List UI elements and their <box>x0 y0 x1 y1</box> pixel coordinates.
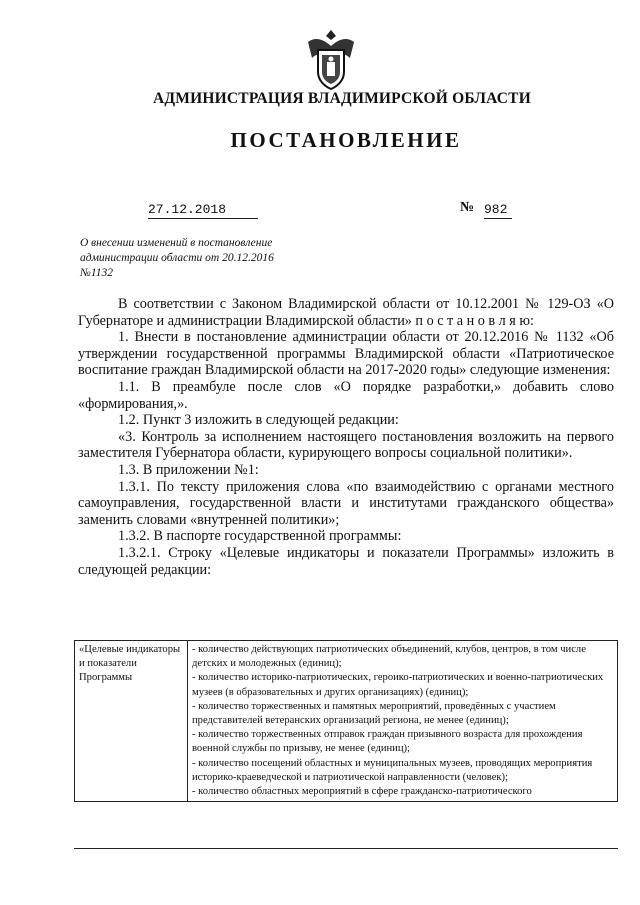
list-item: - количество историко-патриотических, героико-патриотических и военно-патриотических музеев (в образовательных и других организациях) (единиц); <box>192 672 604 698</box>
subject-block <box>80 236 320 281</box>
list-item: - количество действующих патриотических объединений, клубов, центров, в том числе детских и молодежных (единиц); <box>192 644 586 670</box>
paragraph: 1.1. В преамбуле после слов «О порядке разработки,» добавить слово «формирования,». <box>78 378 614 412</box>
paragraph: 1.3.1. По тексту приложения слова «по взаимодействию с органами местного самоуправления, государственной власти и институтами гражданского общества» заменить словами «внутренней политики»; <box>78 478 614 528</box>
paragraph: «3. Контроль за исполнением настоящего постановления возложить на первого заместителя Губернатора области, курирующего вопросы социальной политики». <box>78 428 614 462</box>
subject-line: №1132 <box>80 267 113 279</box>
list-item: - количество торжественных и памятных мероприятий, проведённых с участием представителей ветеранских организаций региона, не менее (единиц); <box>192 700 556 727</box>
paragraph: 1. Внести в постановление администрации области от 20.12.2016 № 1132 «Об утверждении государственной программы Владимирской области «Патриотическое воспитание граждан Владимирской области на 2017-2020 годы» следующие изменения: <box>78 329 614 379</box>
table-row <box>75 641 618 802</box>
list-item: - количество посещений областных и муниципальных музеев, проводящих мероприятия историко-краеведческой и патриотической направленности (человек); <box>192 757 593 783</box>
document-type: ПОСТАНОВЛЕНИЕ <box>230 128 462 152</box>
indicator-list <box>188 641 618 802</box>
document-number: 982 <box>484 202 512 219</box>
number-label: № <box>460 200 475 215</box>
document-body <box>78 296 614 578</box>
subject-line: администрации области от 20.12.2016 <box>80 252 274 264</box>
paragraph: 1.3. В приложении №1: <box>118 461 259 478</box>
document-date: 27.12.2018 <box>148 202 258 219</box>
paragraph: 1.3.2.1. Строку «Целевые индикаторы и показатели Программы» изложить в следующей редакции: <box>78 544 614 578</box>
subject-line: О внесении изменений в постановление <box>80 237 273 249</box>
org-name: АДМИНИСТРАЦИЯ ВЛАДИМИРСКОЙ ОБЛАСТИ <box>153 90 531 107</box>
paragraph: 1.2. Пункт 3 изложить в следующей редакции: <box>118 412 399 429</box>
paragraph: В соответствии с Законом Владимирской области от 10.12.2001 № 129-ОЗ «О Губернаторе и администрации Владимирской области» п о с т а н о в л я ю: <box>78 296 614 329</box>
paragraph: 1.3.2. В паспорте государственной программы: <box>118 528 402 545</box>
indicators-table <box>74 640 618 802</box>
table-bottom-border <box>74 848 618 849</box>
list-item: - количество областных мероприятий в сфере гражданско-патриотического <box>192 786 532 798</box>
row-label: «Целевые индикаторы и показатели Программы <box>75 641 188 802</box>
list-item: - количество торжественных отправок граждан призывного возраста для прохождения военной службы по призыву, не менее (единиц); <box>192 729 583 755</box>
coat-of-arms-icon <box>300 28 362 92</box>
